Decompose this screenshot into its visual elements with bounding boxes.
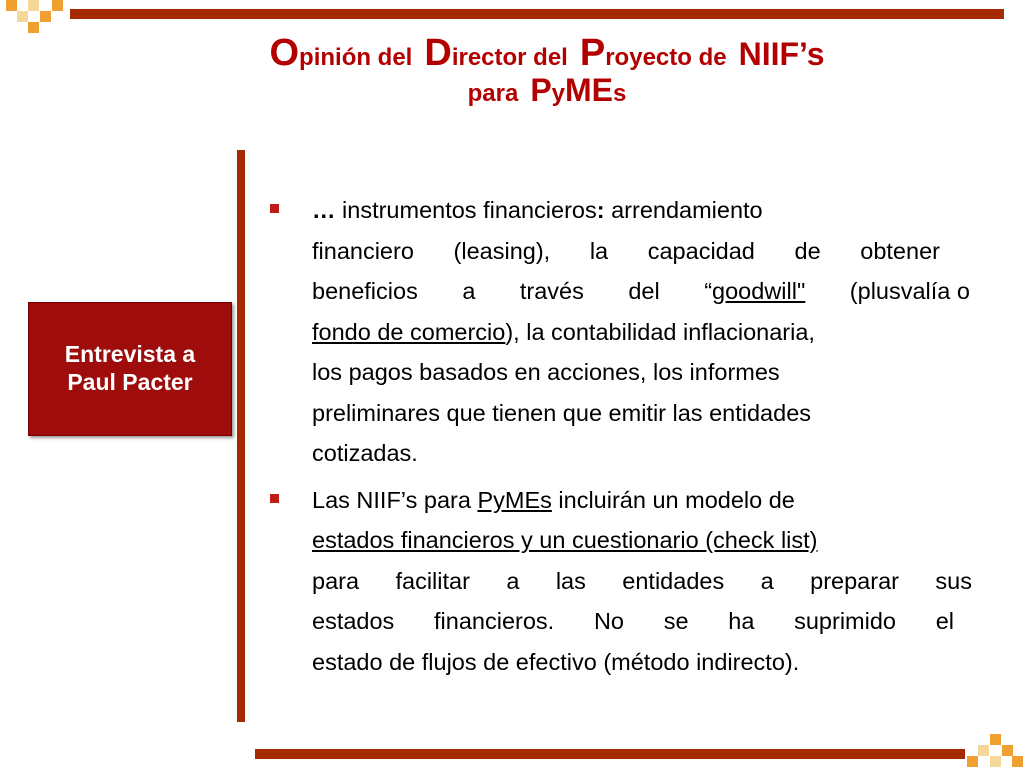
title-word: s <box>613 79 627 107</box>
pattern-square <box>17 11 28 22</box>
title-initial: P <box>530 71 552 108</box>
bullet-item <box>268 190 986 474</box>
bullet-item <box>268 480 986 683</box>
bullet-line: beneficios a través del “goodwill" (plusvalía o <box>312 278 970 304</box>
title-line-2 <box>200 71 894 108</box>
interview-label-line: Entrevista a <box>64 341 196 368</box>
bottom-accent-bar <box>255 749 965 759</box>
title-initial: D <box>424 32 452 74</box>
bullet-line: cotizadas. <box>312 440 418 466</box>
fondo-de-comercio-link[interactable]: fondo de comercio <box>312 318 506 345</box>
pattern-square <box>990 756 1001 767</box>
goodwill-link[interactable]: goodwill" <box>712 278 806 304</box>
pattern-square <box>1002 745 1013 756</box>
title-word: irector del <box>451 44 568 71</box>
pattern-square <box>40 11 51 22</box>
slide-content <box>268 190 986 682</box>
bullet-line: estado de flujos de efectivo (método indirecto). <box>312 648 800 675</box>
bullet-line: estados financieros. No se ha suprimido el <box>312 608 954 634</box>
title-initial: P <box>579 32 606 74</box>
bullet-line: fondo de comercio), la contabilidad inflacionaria, <box>312 318 815 345</box>
bullet-line: Las NIIF’s para PyMEs incluirán un modelo de <box>312 486 795 513</box>
title-initial: O <box>269 32 300 74</box>
pattern-square <box>978 745 989 756</box>
pattern-square <box>28 0 39 11</box>
title-word: y <box>551 79 566 107</box>
pattern-square <box>6 0 17 11</box>
title-word: royecto de <box>605 44 727 71</box>
pattern-square <box>28 22 39 33</box>
interview-label-box <box>28 302 232 436</box>
title-word: ME <box>565 71 614 108</box>
title-line-1 <box>200 34 894 74</box>
pattern-square <box>1012 756 1023 767</box>
pymes-link[interactable]: PyMEs <box>477 486 552 513</box>
pattern-square <box>967 756 978 767</box>
title-word: pinión del <box>299 44 413 71</box>
slide-title <box>200 34 894 107</box>
bullet-line: preliminares que tienen que emitir las entidades <box>312 399 812 426</box>
title-word: para <box>467 79 519 107</box>
estados-financieros-link[interactable]: estados financieros y un cuestionario (check list) <box>312 527 818 553</box>
vertical-divider-bar <box>237 150 245 722</box>
top-accent-bar <box>70 9 1004 19</box>
bullet-line: los pagos basados en acciones, los informes <box>312 359 780 385</box>
pattern-square <box>990 734 1001 745</box>
bullet-line: … instrumentos financieros: arrendamiento <box>312 197 763 223</box>
bullet-square-icon <box>270 204 279 213</box>
bullet-square-icon <box>270 494 279 503</box>
interview-label-line: Paul Pacter <box>67 369 193 395</box>
title-word: NIIF’s <box>738 36 825 72</box>
pattern-square <box>52 0 63 11</box>
bullet-line: financiero (leasing), la capacidad de obtener <box>312 237 940 264</box>
bullet-line: para facilitar a las entidades a preparar sus <box>312 567 972 594</box>
